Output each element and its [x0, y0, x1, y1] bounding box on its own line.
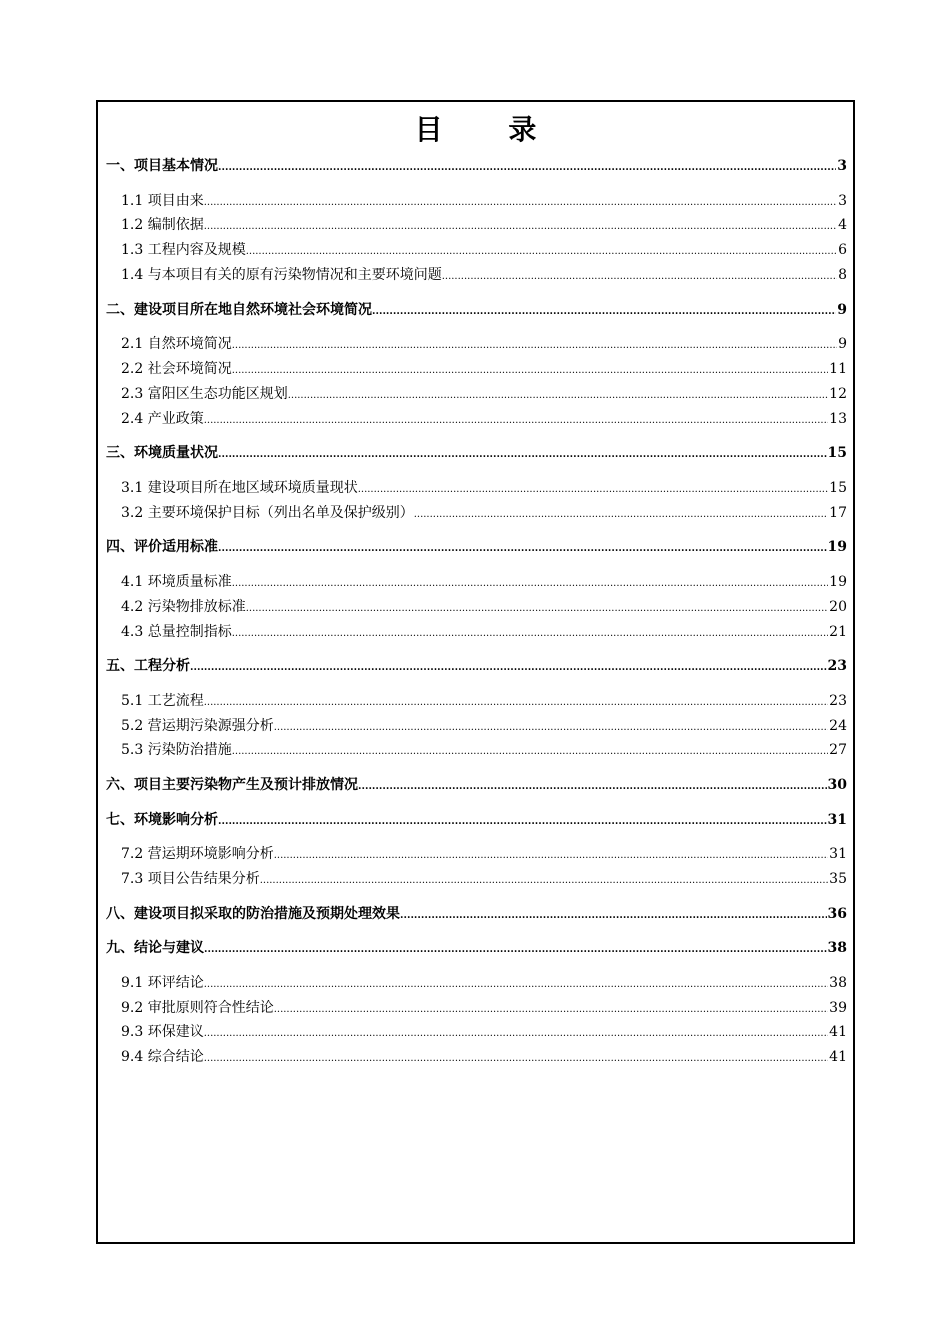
- toc-item-page-number: 41: [829, 1049, 847, 1066]
- dot-leader: [358, 773, 827, 800]
- toc-item-page-number: 11: [829, 360, 847, 377]
- toc-item-page-number: 8: [838, 266, 847, 283]
- toc-item[interactable]: [106, 689, 847, 714]
- dot-leader: [442, 263, 837, 290]
- toc-item-label: 5.1 工艺流程: [121, 692, 204, 709]
- dot-leader: [204, 936, 827, 963]
- toc-item[interactable]: [106, 382, 847, 407]
- toc-section-page-number: 15: [827, 445, 847, 462]
- toc-item-label: 9.4 综合结论: [121, 1049, 204, 1066]
- toc-section[interactable]: [106, 936, 847, 961]
- toc-item-page-number: 39: [829, 999, 847, 1016]
- toc-item-label: 7.3 项目公告结果分析: [121, 871, 260, 888]
- toc-item[interactable]: [106, 357, 847, 382]
- dot-leader: [358, 476, 828, 503]
- toc-item-label: 2.1 自然环境简况: [121, 336, 232, 353]
- toc-section-page-number: 30: [827, 777, 847, 794]
- toc-item-page-number: 24: [829, 717, 847, 734]
- toc-item-label: 7.2 营运期环境影响分析: [121, 846, 274, 863]
- toc-item[interactable]: [106, 595, 847, 620]
- toc-item[interactable]: [106, 867, 847, 892]
- dot-leader: [204, 213, 837, 240]
- page-title: 目 录: [414, 113, 565, 146]
- toc-item-page-number: 12: [829, 385, 847, 402]
- toc-section-label: 一、项目基本情况: [106, 158, 218, 174]
- dot-leader: [414, 501, 828, 528]
- toc-item[interactable]: [106, 407, 847, 432]
- toc-item-label: 9.1 环评结论: [121, 974, 204, 991]
- dot-leader: [204, 689, 828, 716]
- toc-item-page-number: 4: [838, 217, 847, 234]
- dot-leader: [204, 971, 828, 998]
- toc-item-label: 3.1 建设项目所在地区域环境质量现状: [121, 479, 358, 496]
- dot-leader: [232, 332, 837, 359]
- toc-section-label: 九、结论与建议: [106, 940, 204, 957]
- dot-leader: [232, 357, 828, 384]
- toc-section[interactable]: [106, 154, 847, 179]
- toc-item-page-number: 38: [829, 974, 847, 991]
- toc-item-page-number: 3: [838, 192, 847, 209]
- toc-item[interactable]: [106, 570, 847, 595]
- toc-section-label: 八、建设项目拟采取的防治措施及预期处理效果: [106, 905, 400, 922]
- toc-section[interactable]: [106, 773, 847, 798]
- toc-item-page-number: 41: [829, 1024, 847, 1041]
- toc-item-page-number: 15: [829, 479, 847, 496]
- dot-leader: [218, 808, 827, 835]
- toc-item-label: 1.2 编制依据: [121, 217, 204, 234]
- toc-section-page-number: 38: [827, 940, 847, 957]
- dot-leader: [274, 996, 828, 1023]
- toc-item-label: 1.4 与本项目有关的原有污染物情况和主要环境问题: [121, 266, 442, 283]
- toc-section-label: 三、环境质量状况: [106, 445, 218, 462]
- toc-section[interactable]: [106, 808, 847, 833]
- toc-item[interactable]: [106, 738, 847, 763]
- toc-item[interactable]: [106, 1020, 847, 1045]
- dot-leader: [218, 441, 827, 468]
- toc-section-label: 七、环境影响分析: [106, 811, 218, 828]
- toc-item-page-number: 9: [838, 336, 847, 353]
- toc-item-label: 4.1 环境质量标准: [121, 573, 232, 590]
- dot-leader: [288, 382, 828, 409]
- toc-item-label: 4.2 污染物排放标准: [121, 598, 246, 615]
- toc-item[interactable]: [106, 501, 847, 526]
- toc-section-page-number: 9: [837, 301, 847, 318]
- toc-item[interactable]: [106, 238, 847, 263]
- dot-leader: [204, 407, 828, 434]
- toc-item-page-number: 6: [838, 242, 847, 259]
- toc-item[interactable]: [106, 971, 847, 996]
- toc-section[interactable]: [106, 441, 847, 466]
- toc-item-label: 1.1 项目由来: [121, 192, 204, 209]
- toc-item-page-number: 27: [829, 742, 847, 759]
- dot-leader: [190, 654, 827, 681]
- dot-leader: [260, 867, 828, 894]
- toc-item[interactable]: [106, 620, 847, 645]
- toc-item-page-number: 21: [829, 623, 847, 640]
- toc-item-label: 3.2 主要环境保护目标（列出名单及保护级别）: [121, 504, 414, 521]
- toc-item-page-number: 17: [829, 504, 847, 521]
- toc-item[interactable]: [106, 332, 847, 357]
- toc-item-label: 5.2 营运期污染源强分析: [121, 717, 274, 734]
- toc-item-label: 2.4 产业政策: [121, 410, 204, 427]
- toc-item[interactable]: [106, 996, 847, 1021]
- toc-section-page-number: 23: [827, 658, 847, 675]
- toc-section-page-number: 3: [837, 158, 847, 174]
- toc-item-label: 9.2 审批原则符合性结论: [121, 999, 274, 1016]
- toc-section-page-number: 31: [827, 811, 847, 828]
- dot-leader: [372, 298, 836, 325]
- toc-section[interactable]: [106, 298, 847, 323]
- toc-item[interactable]: [106, 263, 847, 288]
- table-of-contents: [106, 154, 847, 1070]
- toc-item-label: 4.3 总量控制指标: [121, 623, 232, 640]
- document-frame: [96, 100, 855, 1244]
- toc-section[interactable]: [106, 535, 847, 560]
- toc-item-page-number: 23: [829, 692, 847, 709]
- dot-leader: [204, 189, 837, 216]
- dot-leader: [232, 620, 828, 647]
- dot-leader: [274, 714, 828, 741]
- dot-leader: [218, 535, 827, 562]
- toc-section[interactable]: [106, 654, 847, 679]
- toc-item-label: 2.3 富阳区生态功能区规划: [121, 385, 288, 402]
- toc-item[interactable]: [106, 1045, 847, 1070]
- dot-leader: [232, 570, 828, 597]
- toc-item-label: 5.3 污染防治措施: [121, 742, 232, 759]
- toc-item-label: 2.2 社会环境简况: [121, 360, 232, 377]
- toc-section-label: 四、评价适用标准: [106, 539, 218, 556]
- toc-item[interactable]: [106, 476, 847, 501]
- toc-item-page-number: 19: [829, 573, 847, 590]
- dot-leader: [204, 1020, 828, 1047]
- dot-leader: [232, 738, 828, 765]
- toc-item[interactable]: [106, 189, 847, 214]
- toc-section-label: 二、建设项目所在地自然环境社会环境简况: [106, 301, 372, 318]
- toc-section-label: 六、项目主要污染物产生及预计排放情况: [106, 777, 358, 794]
- toc-item-page-number: 20: [829, 598, 847, 615]
- toc-item-page-number: 13: [829, 410, 847, 427]
- dot-leader: [246, 595, 828, 622]
- toc-section[interactable]: [106, 902, 847, 927]
- dot-leader: [400, 902, 827, 929]
- dot-leader: [218, 154, 836, 181]
- dot-leader: [274, 842, 828, 869]
- toc-item-page-number: 31: [829, 846, 847, 863]
- toc-item[interactable]: [106, 714, 847, 739]
- toc-section-page-number: 19: [827, 539, 847, 556]
- dot-leader: [204, 1045, 828, 1072]
- toc-item-label: 9.3 环保建议: [121, 1024, 204, 1041]
- dot-leader: [246, 238, 837, 265]
- toc-section-page-number: 36: [827, 905, 847, 922]
- toc-item-label: 1.3 工程内容及规模: [121, 242, 246, 259]
- toc-item[interactable]: [106, 842, 847, 867]
- toc-item-page-number: 35: [829, 871, 847, 888]
- toc-section-label: 五、工程分析: [106, 658, 190, 675]
- toc-item[interactable]: [106, 213, 847, 238]
